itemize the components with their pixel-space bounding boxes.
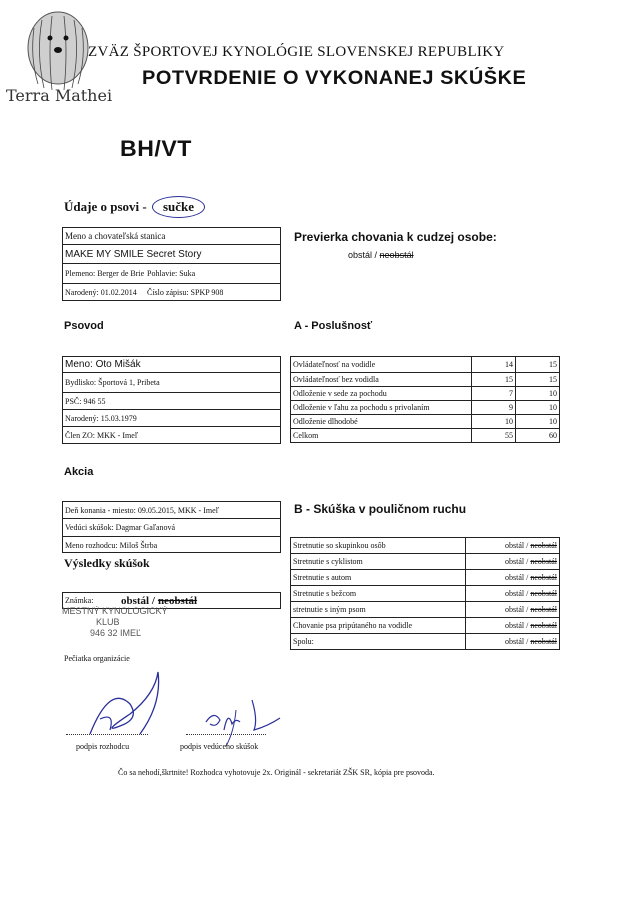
footer-note: Čo sa nehodí,škrtnite! Rozhodca vyhotovuje 2x. Originál - sekretariát ZŠK SR, kópia pre psovoda.	[118, 768, 435, 777]
stamp-line-2: KLUB	[96, 617, 120, 627]
handler-address: Bydlisko: Športová 1, Pribeta	[63, 373, 280, 393]
behavior-passed: obstál /	[348, 250, 378, 260]
judge-signature-line	[66, 734, 148, 735]
obedience-score: 55	[471, 429, 515, 443]
dog-heading	[64, 196, 205, 218]
handler-club: Člen ZO: MKK - Imeľ	[65, 431, 139, 440]
street-situation: Stretnutie s autom	[291, 570, 466, 586]
obedience-row	[291, 401, 560, 415]
dog-born-reg-row	[63, 284, 280, 301]
dog-name-label: Meno a chovateľská stanica	[63, 228, 280, 245]
obedience-exercise: Ovládateľnosť na vodidle	[291, 357, 472, 373]
obedience-score: 14	[471, 357, 515, 373]
street-passed: obstál /	[504, 605, 529, 614]
street-row	[291, 570, 560, 586]
handler-born: Narodený: 15.03.1979	[63, 410, 280, 427]
street-passed: obstál /	[504, 589, 529, 598]
street-row	[291, 602, 560, 618]
street-row	[291, 634, 560, 650]
dog-sex-circled: sučke	[152, 196, 205, 218]
stamp-line-1: MESTNÝ KYNOLOGICKÝ	[62, 606, 168, 616]
street-result	[465, 554, 559, 570]
stamp-line-3: 946 32 IMEĽ	[90, 628, 142, 638]
obedience-row	[291, 357, 560, 373]
results-heading: Výsledky skúšok	[64, 556, 150, 570]
obedience-score: 15	[471, 373, 515, 387]
obedience-exercise: Odloženie dlhodobé	[291, 415, 472, 429]
obedience-exercise: Odloženie v ľahu za pochodu s privolaním	[291, 401, 472, 415]
handler-info-box	[62, 356, 281, 444]
dog-info-box	[62, 227, 281, 301]
judge-signature-caption: podpis rozhodcu	[76, 742, 130, 751]
dog-reg: Číslo zápisu: SPKP 908	[147, 288, 224, 297]
street-result	[465, 570, 559, 586]
obedience-max: 15	[515, 357, 559, 373]
obedience-heading: A - Poslušnosť	[294, 320, 373, 332]
obedience-score: 9	[471, 401, 515, 415]
street-failed: neobstál	[530, 605, 557, 614]
street-result	[465, 634, 559, 650]
street-failed: neobstál	[530, 637, 557, 646]
leader-signature-line	[186, 734, 266, 735]
leader-signature-icon	[196, 690, 286, 748]
obedience-max: 10	[515, 401, 559, 415]
obedience-exercise: Ovládateľnosť bez vodidla	[291, 373, 472, 387]
obedience-max: 60	[515, 429, 559, 443]
street-failed: neobstál	[530, 589, 557, 598]
street-heading: B - Skúška v pouličnom ruchu	[294, 502, 467, 516]
street-failed: neobstál	[530, 573, 557, 582]
street-passed: obstál /	[504, 621, 529, 630]
street-result	[465, 586, 559, 602]
dog-heading-label: Údaje o psovi -	[64, 199, 147, 214]
obedience-row	[291, 429, 560, 443]
street-failed: neobstál	[530, 557, 557, 566]
action-date-place: Deň konania - miesto: 09.05.2015, MKK - Imeľ	[63, 502, 280, 519]
dog-name-value: MAKE MY SMILE Secret Story	[63, 245, 280, 264]
dog-breed-sex-row	[63, 264, 280, 284]
org-name: ZVÄZ ŠPORTOVEJ KYNOLÓGIE SLOVENSKEJ REPUBLIKY	[88, 44, 505, 60]
street-failed: neobstál	[530, 541, 557, 550]
street-result	[465, 618, 559, 634]
obedience-max: 10	[515, 387, 559, 401]
grade-label: Známka:	[65, 596, 94, 605]
logo-text: Terra Mathei	[6, 86, 113, 105]
street-situation: Stretnutie so skupinkou osôb	[291, 538, 466, 554]
behavior-result	[348, 250, 414, 260]
street-situation: Stretnutie s bežcom	[291, 586, 466, 602]
street-row	[291, 538, 560, 554]
dog-born: Narodený: 01.02.2014	[65, 288, 137, 297]
obedience-table	[290, 356, 560, 443]
behavior-heading: Previerka chovania k cudzej osobe:	[294, 230, 497, 244]
street-result	[465, 602, 559, 618]
street-row	[291, 618, 560, 634]
obedience-score: 10	[471, 415, 515, 429]
street-situation: Chovanie psa pripútaného na vodidle	[291, 618, 466, 634]
street-table	[290, 537, 560, 650]
action-heading: Akcia	[64, 466, 94, 478]
organization-stamp	[62, 606, 192, 639]
obedience-exercise: Celkom	[291, 429, 472, 443]
street-result	[465, 538, 559, 554]
obedience-max: 10	[515, 415, 559, 429]
obedience-row	[291, 373, 560, 387]
street-passed: obstál /	[504, 637, 529, 646]
obedience-max: 15	[515, 373, 559, 387]
grade-passed: obstál /	[121, 594, 155, 607]
judge-signature-icon	[70, 664, 180, 748]
action-leader: Vedúci skúšok: Dagmar Gaľanová	[63, 519, 280, 537]
street-row	[291, 586, 560, 602]
obedience-exercise: Odloženie v sede za pochodu	[291, 387, 472, 401]
behavior-failed: neobstál	[379, 250, 414, 260]
obedience-row	[291, 415, 560, 429]
leader-signature-caption: podpis vedúceho skúšok	[180, 742, 259, 751]
street-passed: obstál /	[504, 541, 529, 550]
handler-name: Meno: Oto Mišák	[63, 357, 280, 373]
obedience-row	[291, 387, 560, 401]
street-passed: obstál /	[504, 573, 529, 582]
street-row	[291, 554, 560, 570]
street-situation: stretnutie s iným psom	[291, 602, 466, 618]
grade-failed: neobstál	[157, 594, 198, 607]
street-failed: neobstál	[530, 621, 557, 630]
dog-breed: Plemeno: Berger de Brie	[65, 269, 145, 278]
action-info-box	[62, 501, 281, 553]
dog-sex: Pohlavie: Suka	[147, 269, 196, 278]
street-passed: obstál /	[504, 557, 529, 566]
handler-heading: Psovod	[64, 320, 104, 332]
street-situation: Stretnutie s cyklistom	[291, 554, 466, 570]
action-judge: Meno rozhodcu: Miloš Štrba	[65, 541, 158, 550]
obedience-score: 7	[471, 387, 515, 401]
stamp-caption: Pečiatka organizácie	[64, 654, 130, 663]
exam-code: BH/VT	[120, 136, 192, 161]
street-situation: Spolu:	[291, 634, 466, 650]
document-title: POTVRDENIE O VYKONANEJ SKÚŠKE	[142, 68, 527, 89]
handler-psc: PSČ: 946 55	[63, 393, 280, 410]
